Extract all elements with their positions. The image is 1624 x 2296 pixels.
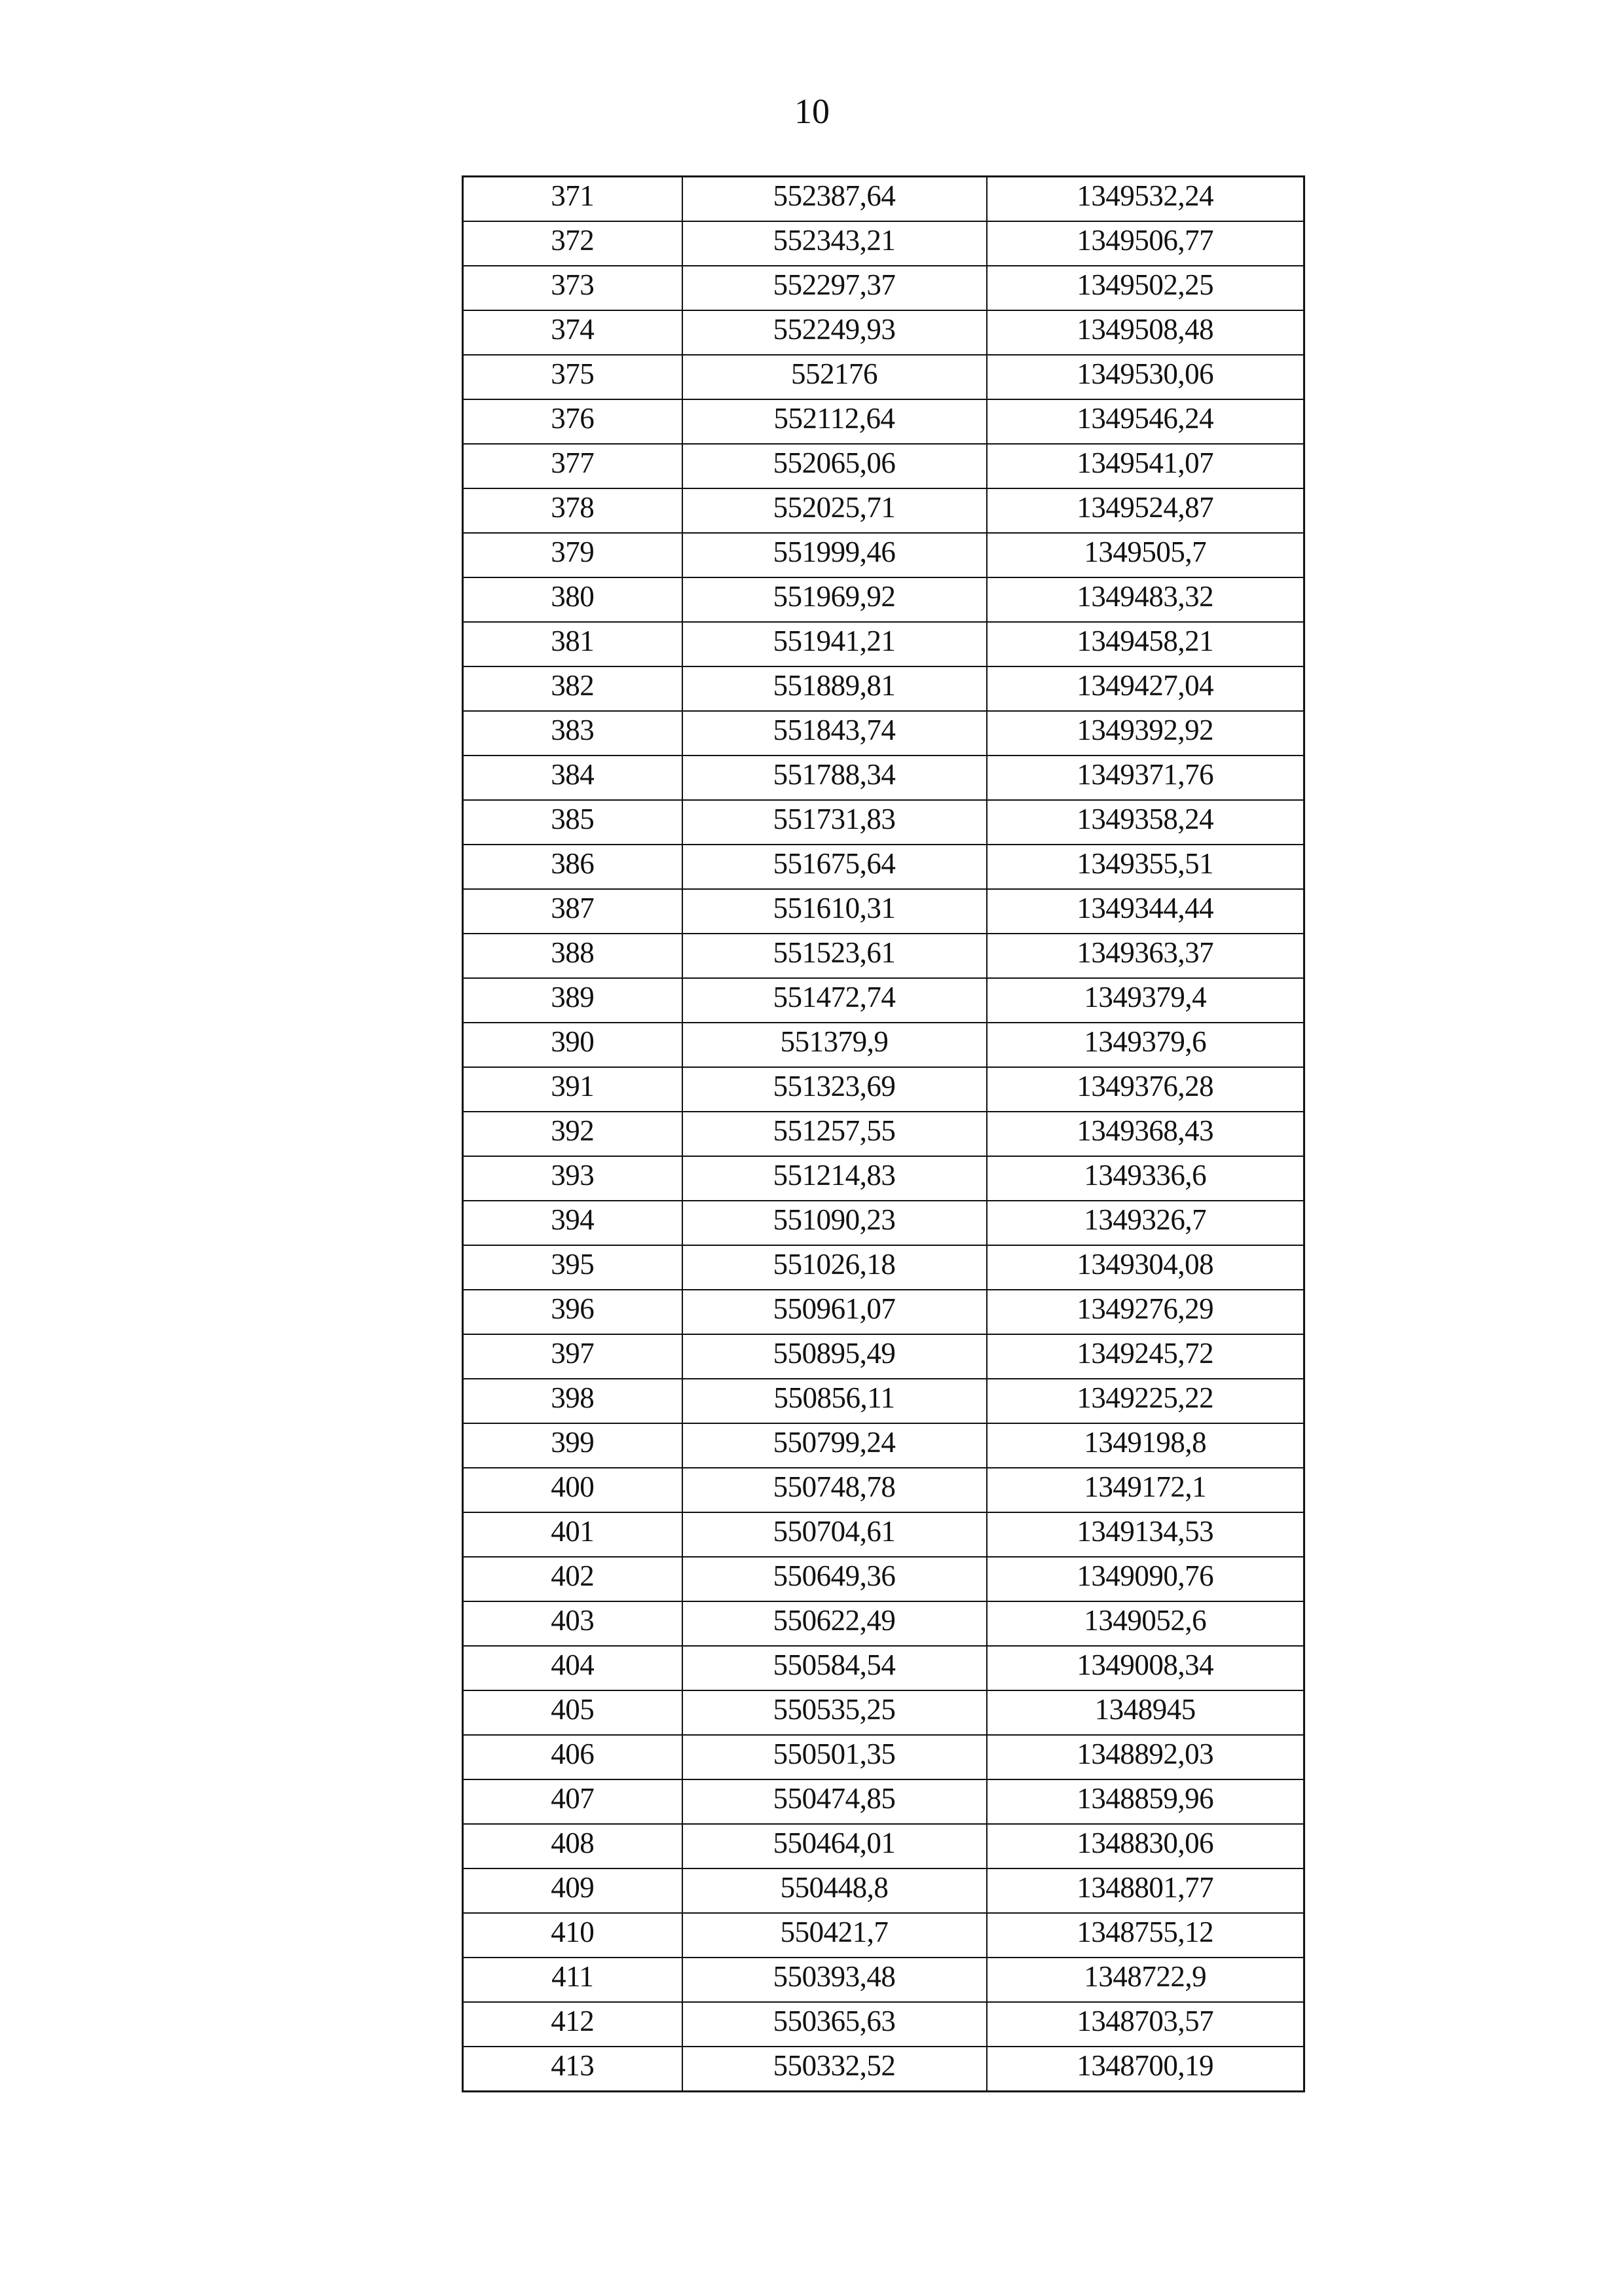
point-number-cell: 395	[463, 1245, 682, 1290]
point-number-cell: 405	[463, 1690, 682, 1735]
point-number-cell: 388	[463, 934, 682, 978]
table-row	[463, 1646, 1304, 1690]
y-coordinate-cell: 1349376,28	[987, 1067, 1304, 1112]
x-coordinate-cell: 550501,35	[682, 1735, 987, 1779]
point-number-cell: 399	[463, 1423, 682, 1468]
point-number-cell: 412	[463, 2002, 682, 2047]
x-coordinate-cell: 550622,49	[682, 1601, 987, 1646]
table-row	[463, 1379, 1304, 1423]
point-number-cell: 400	[463, 1468, 682, 1512]
point-number-cell: 411	[463, 1958, 682, 2002]
x-coordinate-cell: 550856,11	[682, 1379, 987, 1423]
y-coordinate-cell: 1349483,32	[987, 577, 1304, 622]
point-number-cell: 413	[463, 2047, 682, 2092]
table-row	[463, 1601, 1304, 1646]
y-coordinate-cell: 1349225,22	[987, 1379, 1304, 1423]
point-number-cell: 398	[463, 1379, 682, 1423]
x-coordinate-cell: 550961,07	[682, 1290, 987, 1334]
table-row	[463, 1468, 1304, 1512]
x-coordinate-cell: 550464,01	[682, 1824, 987, 1868]
x-coordinate-cell: 552297,37	[682, 266, 987, 310]
table-row	[463, 1245, 1304, 1290]
x-coordinate-cell: 550393,48	[682, 1958, 987, 2002]
table-row	[463, 1334, 1304, 1379]
table-row	[463, 1290, 1304, 1334]
y-coordinate-cell: 1349546,24	[987, 399, 1304, 444]
y-coordinate-cell: 1348801,77	[987, 1868, 1304, 1913]
y-coordinate-cell: 1349392,92	[987, 711, 1304, 756]
point-number-cell: 380	[463, 577, 682, 622]
y-coordinate-cell: 1349506,77	[987, 221, 1304, 266]
x-coordinate-cell: 551788,34	[682, 756, 987, 800]
table-row	[463, 266, 1304, 310]
table-row	[463, 310, 1304, 355]
y-coordinate-cell: 1349355,51	[987, 845, 1304, 889]
point-number-cell: 394	[463, 1201, 682, 1245]
y-coordinate-cell: 1349379,4	[987, 978, 1304, 1023]
point-number-cell: 407	[463, 1779, 682, 1824]
point-number-cell: 393	[463, 1156, 682, 1201]
y-coordinate-cell: 1349358,24	[987, 800, 1304, 845]
y-coordinate-cell: 1349427,04	[987, 666, 1304, 711]
y-coordinate-cell: 1348722,9	[987, 1958, 1304, 2002]
y-coordinate-cell: 1349505,7	[987, 533, 1304, 577]
point-number-cell: 383	[463, 711, 682, 756]
table-row	[463, 845, 1304, 889]
x-coordinate-cell: 550365,63	[682, 2002, 987, 2047]
x-coordinate-cell: 550332,52	[682, 2047, 987, 2092]
table-row	[463, 711, 1304, 756]
x-coordinate-cell: 551090,23	[682, 1201, 987, 1245]
point-number-cell: 386	[463, 845, 682, 889]
x-coordinate-cell: 551731,83	[682, 800, 987, 845]
table-row	[463, 1913, 1304, 1958]
point-number-cell: 384	[463, 756, 682, 800]
point-number-cell: 385	[463, 800, 682, 845]
table-row	[463, 978, 1304, 1023]
x-coordinate-cell: 550748,78	[682, 1468, 987, 1512]
table-row	[463, 889, 1304, 934]
table-row	[463, 800, 1304, 845]
table-row	[463, 444, 1304, 488]
x-coordinate-cell: 551257,55	[682, 1112, 987, 1156]
x-coordinate-cell: 551969,92	[682, 577, 987, 622]
table-row	[463, 488, 1304, 533]
y-coordinate-cell: 1348892,03	[987, 1735, 1304, 1779]
y-coordinate-cell: 1349368,43	[987, 1112, 1304, 1156]
y-coordinate-cell: 1348700,19	[987, 2047, 1304, 2092]
y-coordinate-cell: 1349532,24	[987, 177, 1304, 222]
x-coordinate-cell: 550649,36	[682, 1557, 987, 1601]
table-row	[463, 1156, 1304, 1201]
y-coordinate-cell: 1349326,7	[987, 1201, 1304, 1245]
y-coordinate-cell: 1349134,53	[987, 1512, 1304, 1557]
x-coordinate-cell: 551675,64	[682, 845, 987, 889]
table-row	[463, 1557, 1304, 1601]
x-coordinate-cell: 551323,69	[682, 1067, 987, 1112]
x-coordinate-cell: 550799,24	[682, 1423, 987, 1468]
point-number-cell: 392	[463, 1112, 682, 1156]
table-row	[463, 577, 1304, 622]
point-number-cell: 402	[463, 1557, 682, 1601]
table-row	[463, 1201, 1304, 1245]
y-coordinate-cell: 1349508,48	[987, 310, 1304, 355]
table-row	[463, 1512, 1304, 1557]
coordinates-table-body	[463, 177, 1304, 2092]
y-coordinate-cell: 1349008,34	[987, 1646, 1304, 1690]
x-coordinate-cell: 552249,93	[682, 310, 987, 355]
point-number-cell: 409	[463, 1868, 682, 1913]
y-coordinate-cell: 1349524,87	[987, 488, 1304, 533]
x-coordinate-cell: 552176	[682, 355, 987, 399]
y-coordinate-cell: 1349172,1	[987, 1468, 1304, 1512]
x-coordinate-cell: 551941,21	[682, 622, 987, 666]
y-coordinate-cell: 1348703,57	[987, 2002, 1304, 2047]
x-coordinate-cell: 550584,54	[682, 1646, 987, 1690]
table-row	[463, 533, 1304, 577]
point-number-cell: 391	[463, 1067, 682, 1112]
x-coordinate-cell: 552112,64	[682, 399, 987, 444]
table-row	[463, 756, 1304, 800]
page-number: 10	[794, 92, 830, 131]
y-coordinate-cell: 1349336,6	[987, 1156, 1304, 1201]
point-number-cell: 379	[463, 533, 682, 577]
table-row	[463, 1735, 1304, 1779]
y-coordinate-cell: 1349245,72	[987, 1334, 1304, 1379]
x-coordinate-cell: 551610,31	[682, 889, 987, 934]
point-number-cell: 372	[463, 221, 682, 266]
point-number-cell: 377	[463, 444, 682, 488]
y-coordinate-cell: 1349530,06	[987, 355, 1304, 399]
x-coordinate-cell: 551026,18	[682, 1245, 987, 1290]
table-row	[463, 1112, 1304, 1156]
y-coordinate-cell: 1349276,29	[987, 1290, 1304, 1334]
y-coordinate-cell: 1349371,76	[987, 756, 1304, 800]
table-row	[463, 1690, 1304, 1735]
point-number-cell: 374	[463, 310, 682, 355]
table-row	[463, 399, 1304, 444]
x-coordinate-cell: 550474,85	[682, 1779, 987, 1824]
x-coordinate-cell: 550535,25	[682, 1690, 987, 1735]
point-number-cell: 375	[463, 355, 682, 399]
y-coordinate-cell: 1349090,76	[987, 1557, 1304, 1601]
point-number-cell: 376	[463, 399, 682, 444]
table-row	[463, 1958, 1304, 2002]
coordinates-table	[462, 175, 1305, 2092]
x-coordinate-cell: 551523,61	[682, 934, 987, 978]
point-number-cell: 387	[463, 889, 682, 934]
x-coordinate-cell: 551379,9	[682, 1023, 987, 1067]
y-coordinate-cell: 1349379,6	[987, 1023, 1304, 1067]
y-coordinate-cell: 1349502,25	[987, 266, 1304, 310]
x-coordinate-cell: 551999,46	[682, 533, 987, 577]
point-number-cell: 401	[463, 1512, 682, 1557]
y-coordinate-cell: 1348859,96	[987, 1779, 1304, 1824]
table-row	[463, 622, 1304, 666]
y-coordinate-cell: 1349541,07	[987, 444, 1304, 488]
x-coordinate-cell: 552025,71	[682, 488, 987, 533]
point-number-cell: 406	[463, 1735, 682, 1779]
point-number-cell: 373	[463, 266, 682, 310]
point-number-cell: 410	[463, 1913, 682, 1958]
x-coordinate-cell: 551214,83	[682, 1156, 987, 1201]
x-coordinate-cell: 550448,8	[682, 1868, 987, 1913]
x-coordinate-cell: 551843,74	[682, 711, 987, 756]
table-row	[463, 177, 1304, 222]
y-coordinate-cell: 1349198,8	[987, 1423, 1304, 1468]
point-number-cell: 381	[463, 622, 682, 666]
y-coordinate-cell: 1348945	[987, 1690, 1304, 1735]
table-row	[463, 1023, 1304, 1067]
x-coordinate-cell: 550895,49	[682, 1334, 987, 1379]
table-row	[463, 1824, 1304, 1868]
point-number-cell: 382	[463, 666, 682, 711]
table-row	[463, 2002, 1304, 2047]
x-coordinate-cell: 552387,64	[682, 177, 987, 222]
point-number-cell: 378	[463, 488, 682, 533]
y-coordinate-cell: 1349458,21	[987, 622, 1304, 666]
y-coordinate-cell: 1348755,12	[987, 1913, 1304, 1958]
table-row	[463, 355, 1304, 399]
point-number-cell: 404	[463, 1646, 682, 1690]
y-coordinate-cell: 1349304,08	[987, 1245, 1304, 1290]
table-row	[463, 1067, 1304, 1112]
table-row	[463, 1779, 1304, 1824]
table-row	[463, 1868, 1304, 1913]
point-number-cell: 390	[463, 1023, 682, 1067]
table-row	[463, 934, 1304, 978]
table-row	[463, 1423, 1304, 1468]
x-coordinate-cell: 550421,7	[682, 1913, 987, 1958]
point-number-cell: 408	[463, 1824, 682, 1868]
table-row	[463, 221, 1304, 266]
x-coordinate-cell: 550704,61	[682, 1512, 987, 1557]
x-coordinate-cell: 551472,74	[682, 978, 987, 1023]
table-row	[463, 666, 1304, 711]
point-number-cell: 403	[463, 1601, 682, 1646]
y-coordinate-cell: 1349363,37	[987, 934, 1304, 978]
point-number-cell: 396	[463, 1290, 682, 1334]
point-number-cell: 371	[463, 177, 682, 222]
x-coordinate-cell: 552343,21	[682, 221, 987, 266]
x-coordinate-cell: 551889,81	[682, 666, 987, 711]
point-number-cell: 397	[463, 1334, 682, 1379]
y-coordinate-cell: 1349344,44	[987, 889, 1304, 934]
table-row	[463, 2047, 1304, 2092]
y-coordinate-cell: 1349052,6	[987, 1601, 1304, 1646]
x-coordinate-cell: 552065,06	[682, 444, 987, 488]
y-coordinate-cell: 1348830,06	[987, 1824, 1304, 1868]
point-number-cell: 389	[463, 978, 682, 1023]
